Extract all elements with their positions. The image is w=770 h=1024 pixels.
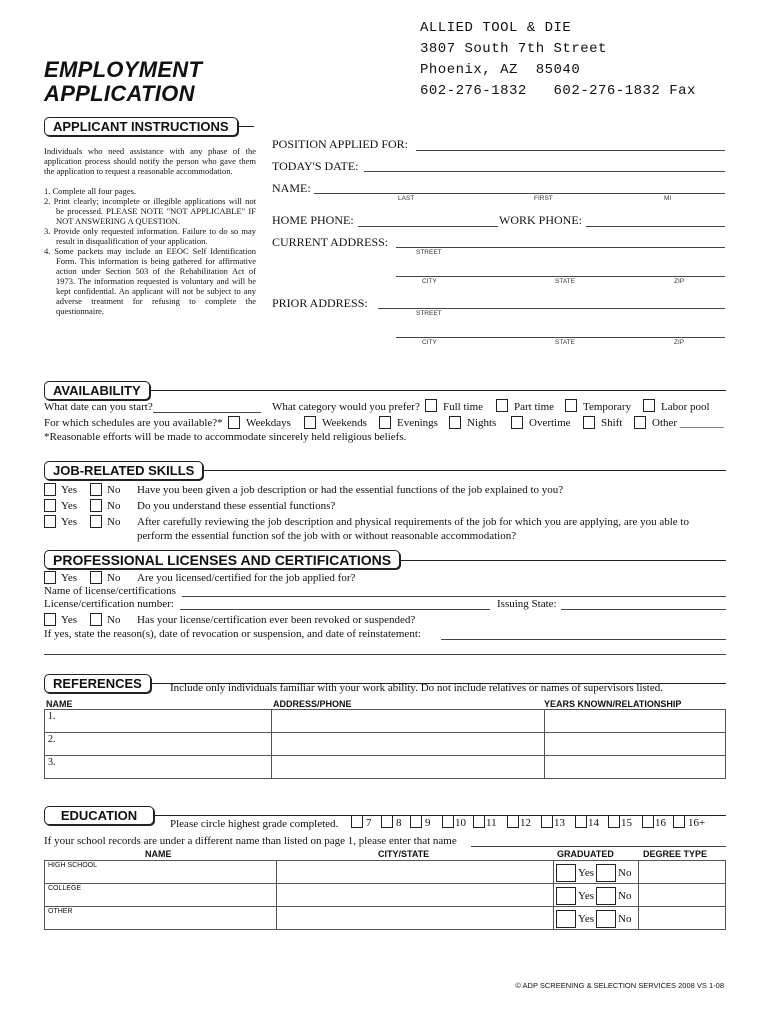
form-title xyxy=(44,58,202,106)
edu-degree-cell[interactable] xyxy=(639,907,726,930)
start-date-field[interactable] xyxy=(153,412,261,413)
grade-15-label: 15 xyxy=(621,817,632,829)
copyright-footer: © ADP SCREENING & SELECTION SERVICES 2008 VS 1-08 xyxy=(515,981,724,990)
instruction-item: 3. Provide only requested information. Failure to do so may result in disqualification of your application. xyxy=(44,226,256,246)
edu-col-graduated: GRADUATED xyxy=(557,849,614,859)
grade-16plus-label: 16+ xyxy=(688,817,706,829)
grade-13-label: 13 xyxy=(554,817,565,829)
company-street: 3807 South 7th Street xyxy=(420,41,607,57)
current-street-field[interactable] xyxy=(396,247,725,248)
grade-12-checkbox[interactable] xyxy=(507,815,519,828)
name-sub-mi: MI xyxy=(664,195,672,202)
skills-q2-yes-checkbox[interactable] xyxy=(44,499,56,512)
weekends-checkbox[interactable] xyxy=(304,416,316,429)
table-row xyxy=(45,733,726,756)
instructions-list xyxy=(44,186,256,316)
edu-type-cell: HIGH SCHOOL xyxy=(45,861,277,884)
category-label: What category would you prefer? xyxy=(272,401,420,413)
ref-years-cell[interactable] xyxy=(545,733,726,756)
grade-13-checkbox[interactable] xyxy=(541,815,553,828)
full-time-checkbox[interactable] xyxy=(425,399,437,412)
grade-11-label: 11 xyxy=(486,817,497,829)
grade-7-checkbox[interactable] xyxy=(351,815,363,828)
instruction-item: 1. Complete all four pages. xyxy=(44,186,137,196)
skills-q3-yes-checkbox[interactable] xyxy=(44,515,56,528)
ref-col-address: ADDRESS/PHONE xyxy=(273,699,352,709)
skills-q2-no-checkbox[interactable] xyxy=(90,499,102,512)
job-related-skills-heading: JOB-RELATED SKILLS xyxy=(44,461,203,480)
current-sub-city: CITY xyxy=(422,278,437,285)
no-label: No xyxy=(107,484,121,496)
prior-sub-state: STATE xyxy=(555,339,575,346)
grade-16plus-checkbox[interactable] xyxy=(673,815,685,828)
alt-name-field[interactable] xyxy=(471,846,726,847)
license-number-label: License/certification number: xyxy=(44,598,174,610)
graduated-yes-checkbox[interactable] xyxy=(556,864,576,882)
grade-14-label: 14 xyxy=(588,817,599,829)
grade-12-label: 12 xyxy=(520,817,531,829)
prior-city-field[interactable] xyxy=(396,337,725,338)
prior-sub-city: CITY xyxy=(422,339,437,346)
grade-15-checkbox[interactable] xyxy=(608,815,620,828)
grade-11-checkbox[interactable] xyxy=(473,815,485,828)
nights-checkbox[interactable] xyxy=(449,416,461,429)
yes-label: Yes xyxy=(61,484,78,496)
no-label: No xyxy=(107,500,121,512)
graduated-yes-checkbox[interactable] xyxy=(556,887,576,905)
current-address-label: CURRENT ADDRESS: xyxy=(272,235,389,249)
no-label: No xyxy=(618,867,632,879)
overtime-checkbox[interactable] xyxy=(511,416,523,429)
edu-col-name: NAME xyxy=(145,849,172,859)
ref-address-cell[interactable] xyxy=(272,710,545,733)
edu-type-cell: OTHER xyxy=(45,907,277,930)
position-label: POSITION APPLIED FOR: xyxy=(272,137,409,151)
company-block xyxy=(420,18,696,102)
no-label: No xyxy=(618,913,632,925)
evenings-checkbox[interactable] xyxy=(379,416,391,429)
part-time-label: Part time xyxy=(514,401,555,413)
applicant-instructions-heading: APPLICANT INSTRUCTIONS xyxy=(44,117,238,136)
edu-city-cell[interactable] xyxy=(277,907,554,930)
labor-pool-checkbox[interactable] xyxy=(643,399,655,412)
shift-label: Shift xyxy=(601,417,623,429)
no-label: No xyxy=(107,614,121,626)
weekdays-label: Weekdays xyxy=(246,417,291,429)
licensed-question: Are you licensed/certified for the job applied for? xyxy=(137,572,356,584)
yes-label: Yes xyxy=(61,614,78,626)
licenses-heading: PROFESSIONAL LICENSES AND CERTIFICATIONS xyxy=(44,550,400,569)
grade-16-label: 16 xyxy=(655,817,666,829)
skills-q3-text: After carefully reviewing the job description and physical requirements of the job for which you are applying, are you able to xyxy=(137,516,689,528)
revocation-reason-field[interactable] xyxy=(441,639,726,640)
ref-col-name: NAME xyxy=(46,699,73,709)
edu-city-cell[interactable] xyxy=(277,861,554,884)
education-heading: EDUCATION xyxy=(44,806,154,825)
edu-col-city: CITY/STATE xyxy=(378,849,430,859)
company-name: ALLIED TOOL & DIE xyxy=(420,20,572,36)
start-date-label: What date can you start? xyxy=(44,401,153,413)
weekdays-checkbox[interactable] xyxy=(228,416,240,429)
graduated-no-checkbox[interactable] xyxy=(596,864,616,882)
yes-label: Yes xyxy=(578,867,595,879)
name-field[interactable] xyxy=(314,193,725,194)
graduated-no-checkbox[interactable] xyxy=(596,887,616,905)
references-note: Include only individuals familiar with your work ability. Do not include relatives or names of supervisors listed. xyxy=(170,682,663,694)
yes-label: Yes xyxy=(61,572,78,584)
grade-8-label: 8 xyxy=(396,817,402,829)
references-heading: REFERENCES xyxy=(44,674,151,693)
skills-q1-text: Have you been given a job description or had the essential functions of the job explained to you? xyxy=(137,484,564,496)
skills-q2-text: Do you understand these essential functions? xyxy=(137,500,336,512)
edu-city-cell[interactable] xyxy=(277,884,554,907)
revoked-question: Has your license/certification ever been revoked or suspended? xyxy=(137,614,416,626)
availability-heading: AVAILABILITY xyxy=(44,381,150,400)
table-row xyxy=(45,907,726,930)
prior-sub-zip: ZIP xyxy=(674,339,685,346)
form-title-line2: APPLICATION xyxy=(44,81,195,106)
current-sub-state: STATE xyxy=(555,278,575,285)
name-sub-last: LAST xyxy=(398,195,415,202)
overtime-label: Overtime xyxy=(529,417,571,429)
references-table xyxy=(44,709,726,779)
table-row xyxy=(45,861,726,884)
grade-9-label: 9 xyxy=(425,817,431,829)
yes-label: Yes xyxy=(578,890,595,902)
yes-label: Yes xyxy=(61,516,78,528)
yes-label: Yes xyxy=(578,913,595,925)
issuing-state-label: Issuing State: xyxy=(497,598,557,610)
ref-years-cell[interactable] xyxy=(545,756,726,779)
skills-q1-no-checkbox[interactable] xyxy=(90,483,102,496)
form-title-line1: EMPLOYMENT xyxy=(44,57,203,82)
todays-date-label: TODAY'S DATE: xyxy=(272,159,359,173)
shift-checkbox[interactable] xyxy=(583,416,595,429)
prior-street-field[interactable] xyxy=(378,308,725,309)
licensed-yes-checkbox[interactable] xyxy=(44,571,56,584)
edu-degree-cell[interactable] xyxy=(639,884,726,907)
table-row xyxy=(45,884,726,907)
religious-note: *Reasonable efforts will be made to accommodate sincerely held religious beliefs. xyxy=(44,431,407,443)
company-phone: 602-276-1832 602-276-1832 Fax xyxy=(420,83,696,99)
skills-q3-no-checkbox[interactable] xyxy=(90,515,102,528)
no-label: No xyxy=(618,890,632,902)
license-name-label: Name of license/certifications xyxy=(44,585,176,597)
grade-16-checkbox[interactable] xyxy=(642,815,654,828)
table-row xyxy=(45,710,726,733)
grade-10-label: 10 xyxy=(455,817,466,829)
part-time-checkbox[interactable] xyxy=(496,399,508,412)
table-row xyxy=(45,756,726,779)
edu-type-cell: COLLEGE xyxy=(45,884,277,907)
name-label: NAME: xyxy=(272,181,311,195)
revocation-reason-field-2[interactable] xyxy=(44,654,726,655)
ref-name-cell[interactable]: 2. xyxy=(45,733,272,756)
current-city-field[interactable] xyxy=(396,276,725,277)
license-name-field[interactable] xyxy=(182,596,726,597)
graduated-no-checkbox[interactable] xyxy=(596,910,616,928)
nights-label: Nights xyxy=(467,417,497,429)
company-city: Phoenix, AZ 85040 xyxy=(420,62,581,78)
skills-q3-text-cont: perform the essential function sof the job with or without reasonable accommodation? xyxy=(137,530,517,542)
evenings-label: Evenings xyxy=(397,417,438,429)
ref-years-cell[interactable] xyxy=(545,710,726,733)
no-label: No xyxy=(107,572,121,584)
todays-date-field[interactable] xyxy=(364,171,725,172)
temporary-checkbox[interactable] xyxy=(565,399,577,412)
current-sub-zip: ZIP xyxy=(674,278,685,285)
schedule-label: For which schedules are you available?* xyxy=(44,417,223,429)
instruction-item: 2. Print clearly; incomplete or illegible applications will not be processed. PLEASE NOTE "NOT APPLICABLE" IF NOT ANSWERING A QUESTION. xyxy=(44,196,256,226)
yes-label: Yes xyxy=(61,500,78,512)
prior-address-label: PRIOR ADDRESS: xyxy=(272,296,368,310)
ref-col-years: YEARS KNOWN/RELATIONSHIP xyxy=(544,699,682,709)
work-phone-field[interactable] xyxy=(586,226,725,227)
ref-address-cell[interactable] xyxy=(272,756,545,779)
grade-14-checkbox[interactable] xyxy=(575,815,587,828)
grade-7-label: 7 xyxy=(366,817,372,829)
edu-graduated-cell xyxy=(554,907,639,930)
other-label: Other ________ xyxy=(652,417,724,429)
labor-pool-label: Labor pool xyxy=(661,401,710,413)
ref-name-cell[interactable]: 3. xyxy=(45,756,272,779)
grade-question: Please circle highest grade completed. xyxy=(170,818,339,830)
temporary-label: Temporary xyxy=(583,401,632,413)
edu-col-degree: DEGREE TYPE xyxy=(643,849,708,859)
no-label: No xyxy=(107,516,121,528)
ref-name-cell[interactable]: 1. xyxy=(45,710,272,733)
instructions-intro: Individuals who need assistance with any phase of the application process should notify the person who gave them the application to request a reasonable accommodation. xyxy=(44,146,256,176)
position-field[interactable] xyxy=(416,150,725,151)
grade-8-checkbox[interactable] xyxy=(381,815,393,828)
full-time-label: Full time xyxy=(443,401,484,413)
name-sub-first: FIRST xyxy=(534,195,553,202)
grade-10-checkbox[interactable] xyxy=(442,815,454,828)
current-sub-street: STREET xyxy=(416,249,442,256)
edu-graduated-cell xyxy=(554,861,639,884)
issuing-state-field[interactable] xyxy=(561,609,726,610)
prior-sub-street: STREET xyxy=(416,310,442,317)
license-number-field[interactable] xyxy=(180,609,490,610)
skills-q1-yes-checkbox[interactable] xyxy=(44,483,56,496)
edu-degree-cell[interactable] xyxy=(639,861,726,884)
revocation-reason-label: If yes, state the reason(s), date of revocation or suspension, and date of reinstatement: xyxy=(44,628,421,640)
work-phone-label: WORK PHONE: xyxy=(499,213,582,227)
other-checkbox[interactable] xyxy=(634,416,646,429)
ref-address-cell[interactable] xyxy=(272,733,545,756)
home-phone-field[interactable] xyxy=(358,226,498,227)
alt-name-note: If your school records are under a different name than listed on page 1, please enter that name xyxy=(44,835,457,847)
grade-options xyxy=(351,815,731,831)
weekends-label: Weekends xyxy=(322,417,367,429)
edu-graduated-cell xyxy=(554,884,639,907)
education-table xyxy=(44,860,726,930)
revoked-no-checkbox[interactable] xyxy=(90,613,102,626)
grade-9-checkbox[interactable] xyxy=(410,815,422,828)
home-phone-label: HOME PHONE: xyxy=(272,213,354,227)
graduated-yes-checkbox[interactable] xyxy=(556,910,576,928)
revoked-yes-checkbox[interactable] xyxy=(44,613,56,626)
instruction-item: 4. Some packets may include an EEOC Self Identification Form. This information is being gathered for affirmative action under Section 503 of the Rehabilitation Act of 1973. The information requested is voluntary and will be kept confidential. An applicant will not be subject to any adverse treatment for refusing to complete the questionnaire. xyxy=(44,246,256,316)
licensed-no-checkbox[interactable] xyxy=(90,571,102,584)
